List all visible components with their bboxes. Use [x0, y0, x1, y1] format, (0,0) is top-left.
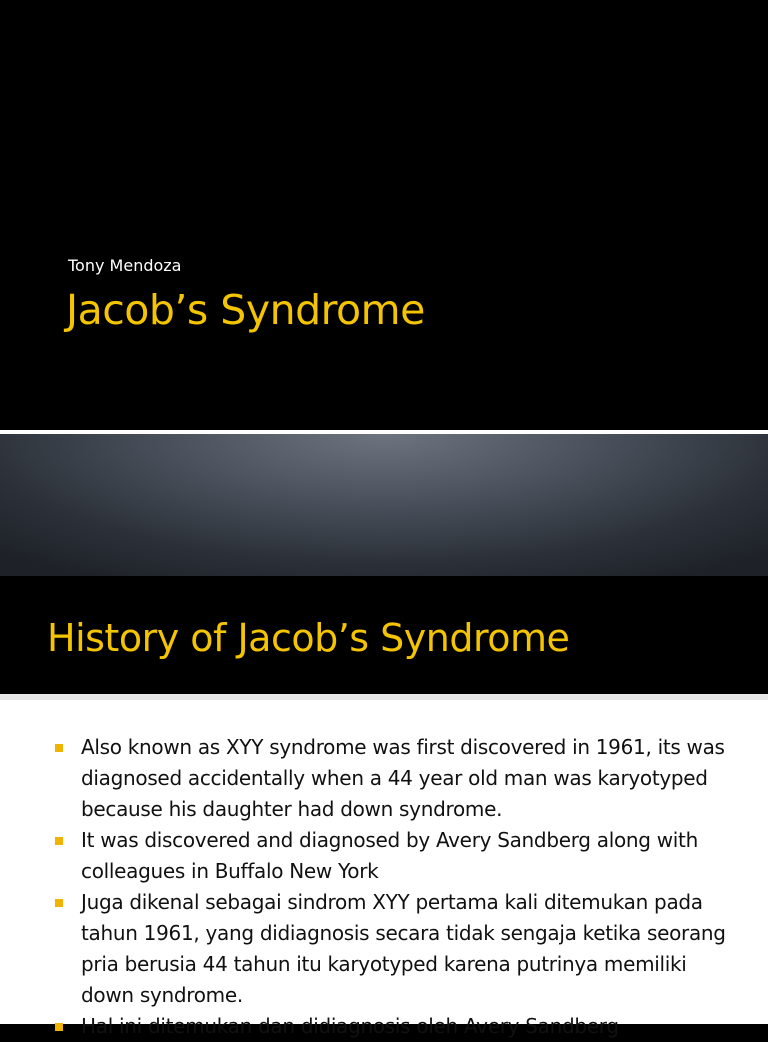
history-slide [0, 576, 768, 1038]
bullet-text: Also known as XYY syndrome was first discovered in 1961, its was diagnosed accidentally when a 44 year old man was karyotyped because his daughter had down syndrome. [81, 735, 725, 821]
history-title: History of Jacob’s Syndrome [47, 616, 570, 660]
history-header [0, 576, 768, 694]
bullet-item [0, 887, 768, 1011]
bullet-text: Hal ini ditemukan dan didiagnosis oleh Avery Sandberg [81, 1014, 619, 1038]
square-bullet-icon [55, 1023, 63, 1031]
bullet-item [0, 1011, 768, 1042]
bullet-text: It was discovered and diagnosed by Avery Sandberg along with colleagues in Buffalo New York [81, 828, 698, 883]
bullet-text: Juga dikenal sebagai sindrom XYY pertama kali ditemukan pada tahun 1961, yang didiagnosis secara tidak sengaja ketika seorang pria berusia 44 tahun itu karyotyped karena putrinya memiliki down syndrome. [81, 890, 726, 1007]
square-bullet-icon [55, 899, 63, 907]
slide-author: Tony Mendoza [68, 256, 182, 275]
bullet-item [0, 732, 768, 825]
bullet-item [0, 825, 768, 887]
gradient-band [0, 434, 768, 576]
square-bullet-icon [55, 837, 63, 845]
title-slide [0, 0, 768, 430]
bullet-list [0, 732, 768, 1042]
header-rule [0, 694, 768, 700]
slide-title: Jacob’s Syndrome [66, 286, 425, 334]
square-bullet-icon [55, 744, 63, 752]
